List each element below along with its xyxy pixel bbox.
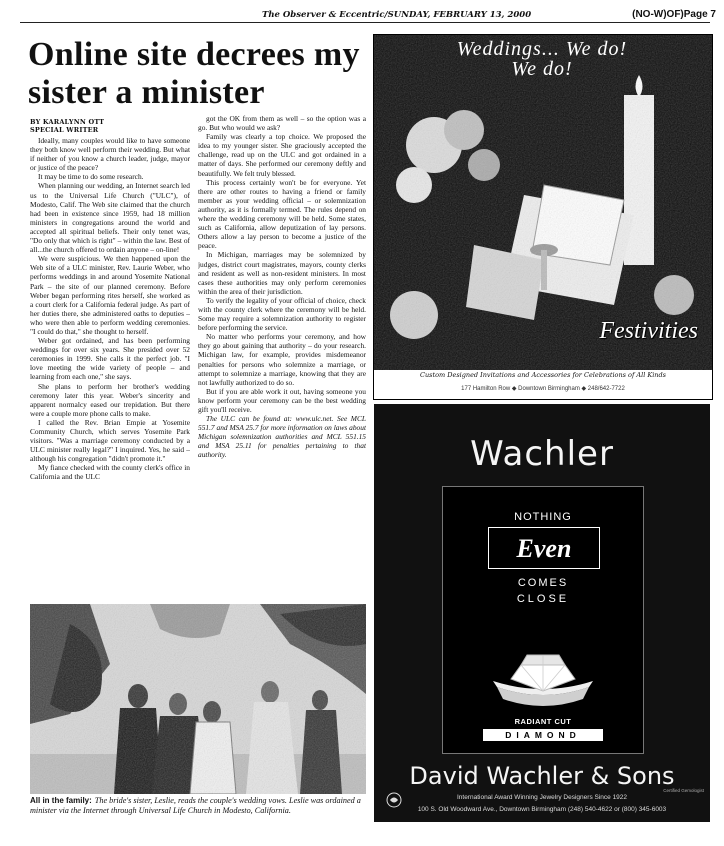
paragraph: But if you are able work it out, having someone you know perform your ceremony can be the best wedding gift you'll receive. (198, 386, 366, 414)
paragraph: When planning our wedding, an Internet search led us to the Universal Life Church ("ULC"), of Modesto, Calif. The Web site claimed that the church had been in existence since 1959, had 18 million ministers in congregations around the world and accepted all spiritual beliefs. Their only tenet was, "Do only that which is right" – within the law. Best of all...the church offered to ordain anyone – on-line! (30, 181, 190, 255)
wedding-photo-image (30, 604, 366, 794)
wachler-slogan: International Award Winning Jewelry Designers Since 1922 (456, 794, 628, 801)
even-text: Even (516, 534, 572, 563)
byline-title: SPECIAL WRITER (30, 126, 99, 134)
certified-badge: Certified Gemologist (663, 788, 704, 793)
festivities-tagline: Custom Designed Invitations and Accessories for Celebrations of All Kinds (420, 371, 666, 379)
header-rule (20, 22, 710, 23)
paragraph: got the OK from them as well – so the option was a go. But who would we ask? (198, 114, 366, 133)
wachler-address: 100 S. Old Woodward Ave., Downtown Birmingham (248) 540-4622 or (800) 345-6003 (417, 806, 667, 813)
paragraph: This process certainly won't be for everyone. Yet there are other routes to having a friend or family member as your wedding official – or solemnization authority, as it is formally termed. The rules depend on where the wedding ceremony will be held. Some states, such as California, allow deputization of lay persons. Others allow a lay person to become a justice of the peace. (198, 177, 366, 251)
wachler-ad[interactable] (374, 404, 710, 822)
paragraph: I called the Rev. Brian Empie at Yosemite Community Church, which serves Yosemite Park visitors. "Was a marriage ceremony conducted by a ULC minister really legal?" I inquired. Yes, he said – although his congregation "didn't promote it." (30, 417, 190, 464)
article-column-2 (198, 114, 366, 600)
caption-label: All in the family: (30, 796, 92, 805)
paragraph: In Michigan, marriages may be solemnized by judges, district court magistrates, mayors, county clerks and resident as well as non-resident ministers. In most cases these authorities may only perform ceremonies within the area of their jurisdiction. (198, 250, 366, 296)
byline (30, 118, 104, 134)
paragraph: Weber got ordained, and has been performing weddings for over six years. She presided over 52 ceremonies in 1999. She calls it the perfect job. "I love meeting the wide variety of people – and learning from each one," she says. (30, 336, 190, 382)
reference-note: The ULC can be found at: www.ulc.net. See MCL 551.7 and MSA 25.7 for more information on laws about Michigan solemnization authorities and MCL 551.15 and MSA 25.11 for penalties pertaining to that authority. (198, 414, 366, 460)
paragraph: It may be time to do some research. (38, 172, 144, 182)
paragraph: We were suspicious. We then happened upon the Web site of a ULC minister, Rev. Laurie Weber, who performs weddings in and around Yosemite National Park – the site of our planned ceremony. Before Weber began performing rites herself, she worked as a court clerk for a California federal judge. As part of her duties there, she administered oaths to deputies – who were then able to perform wedding ceremonies. "I could do that," she thought to herself. (30, 254, 190, 336)
festivities-address: 177 Hamilton Row ◆ Downtown Birmingham ◆ 248/642-7722 (461, 386, 625, 392)
paragraph: To verify the legality of your official of choice, check with the county clerk where the ceremony will be held. Some may require a solemnization authority to register before performing the service. (198, 295, 366, 333)
paragraph: Family was clearly a top choice. We proposed the idea to my younger sister. She graciously accepted the challenge, read up on the ULC and got ordained in a matter of days. She performed our ceremony deftly and beautifully. We felt truly blessed. (198, 132, 366, 178)
festivities-heading-line1: Weddings... We do! (456, 38, 628, 60)
wachler-panel (442, 486, 644, 754)
article-column-1 (30, 136, 190, 596)
newspaper-dateline: The Observer & Eccentric/SUNDAY, FEBRUARY 13, 2000 (262, 10, 532, 20)
paragraph: My fiance checked with the county clerk's office in California and the ULC (30, 463, 190, 482)
festivities-heading (382, 39, 702, 79)
paragraph: No matter who performs your ceremony, and how they go about gaining that authority – do your research. Michigan law, for example, provides misdemeanor penalties for persons who solemnize a marriage, or attempt to solemnize a marriage, knowing that they are not lawfully authorized to do so. (198, 332, 366, 387)
nothing-text: NOTHING (514, 511, 572, 523)
paragraph: Ideally, many couples would like to have someone they both know well perform their wedding. But what if neither of you know a church leader, judge, mayor or justice of the peace? (30, 136, 190, 173)
article-headline: Online site decrees my sister a minister (28, 36, 360, 111)
wachler-company-name: David Wachler & Sons (409, 762, 675, 790)
diamond-text: DIAMOND (483, 729, 603, 741)
wedding-photo (30, 604, 366, 794)
page-number: (NO-W)OF)Page 7 (632, 9, 716, 20)
comes-text: COMES (517, 577, 569, 589)
byline-name: BY KARALYNN OTT (30, 118, 105, 126)
festivities-ad[interactable] (373, 34, 713, 400)
diamond-ring-icon (483, 621, 603, 711)
page-header (0, 0, 724, 24)
paragraph: She plans to perform her brother's wedding ceremony later this year. Weber's sincerity and apparent normalcy eased our trepidation. But there were a couple more phone calls to make. (30, 381, 190, 418)
festivities-logo: Festivities (599, 318, 698, 344)
radiant-cut-text: RADIANT CUT (514, 717, 572, 726)
wachler-title: Wachler (470, 434, 614, 474)
photo-caption (30, 796, 370, 816)
close-text: CLOSE (516, 593, 570, 605)
caption-text: The bride's sister, Leslie, reads the couple's wedding vows. Leslie was ordained a minister via the Internet through Universal Life Church in Modesto, California. (30, 796, 361, 815)
even-box (488, 527, 600, 569)
festivities-heading-line2: We do! (511, 58, 573, 80)
